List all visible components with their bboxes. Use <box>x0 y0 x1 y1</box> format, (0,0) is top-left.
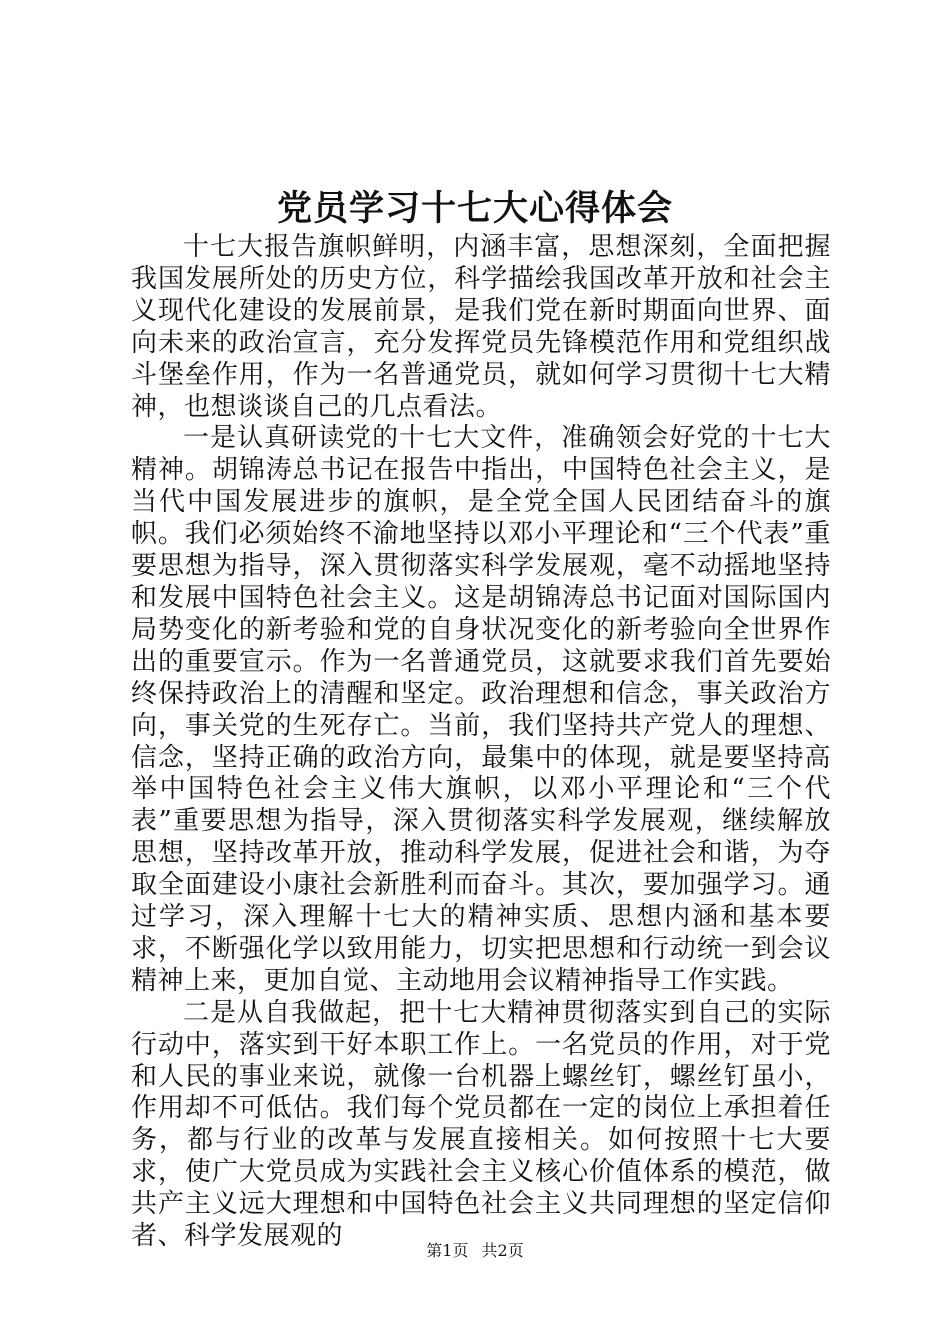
paragraph-intro: 十七大报告旗帜鲜明，内涵丰富，思想深刻，全面把握我国发展所处的历史方位，科学描绘我国改革开放和社会主义现代化建设的发展前景，是我们党在新时期面向世界、面向未来的政治宣言，充分发挥党员先锋模范作用和党组织战斗堡垒作用，作为一名普通党员，就如何学习贯彻十七大精神，也想谈谈自己的几点看法。 <box>131 232 831 422</box>
page-number: 第1页 <box>426 1241 469 1260</box>
document-body <box>131 232 831 1253</box>
page-total: 共2页 <box>481 1241 524 1260</box>
paragraph-point-two: 二是从自我做起，把十七大精神贯彻落实到自己的实际行动中，落实到干好本职工作上。一名党员的作用，对于党和人民的事业来说，就像一台机器上螺丝钉，螺丝钉虽小，作用却不可低估。我们每个党员都在一定的岗位上承担着任务，都与行业的改革与发展直接相关。如何按照十七大要求，使广大党员成为实践社会主义核心价值体系的模范，做共产主义远大理想和中国特色社会主义共同理想的坚定信仰者、科学发展观的 <box>131 997 831 1252</box>
paragraph-point-one: 一是认真研读党的十七大文件，准确领会好党的十七大精神。胡锦涛总书记在报告中指出，中国特色社会主义，是当代中国发展进步的旗帜，是全党全国人民团结奋斗的旗帜。我们必须始终不渝地坚持以邓小平理论和“三个代表”重要思想为指导，深入贯彻落实科学发展观，毫不动摇地坚持和发展中国特色社会主义。这是胡锦涛总书记面对国际国内局势变化的新考验和党的自身状况变化的新考验向全世界作出的重要宣示。作为一名普通党员，这就要求我们首先要始终保持政治上的清醒和坚定。政治理想和信念，事关政治方向，事关党的生死存亡。当前，我们坚持共产党人的理想、信念，坚持正确的政治方向，最集中的体现，就是要坚持高举中国特色社会主义伟大旗帜，以邓小平理论和“三个代表”重要思想为指导，深入贯彻落实科学发展观，继续解放思想，坚持改革开放，推动科学发展，促进社会和谐，为夺取全面建设小康社会新胜利而奋斗。其次，要加强学习。通过学习，深入理解十七大的精神实质、思想内涵和基本要求，不断强化学以致用能力，切实把思想和行动统一到会议精神上来，更加自觉、主动地用会议精神指导工作实践。 <box>131 423 831 996</box>
document-title: 党员学习十七大心得体会 <box>276 188 673 229</box>
page-footer <box>0 1240 950 1262</box>
